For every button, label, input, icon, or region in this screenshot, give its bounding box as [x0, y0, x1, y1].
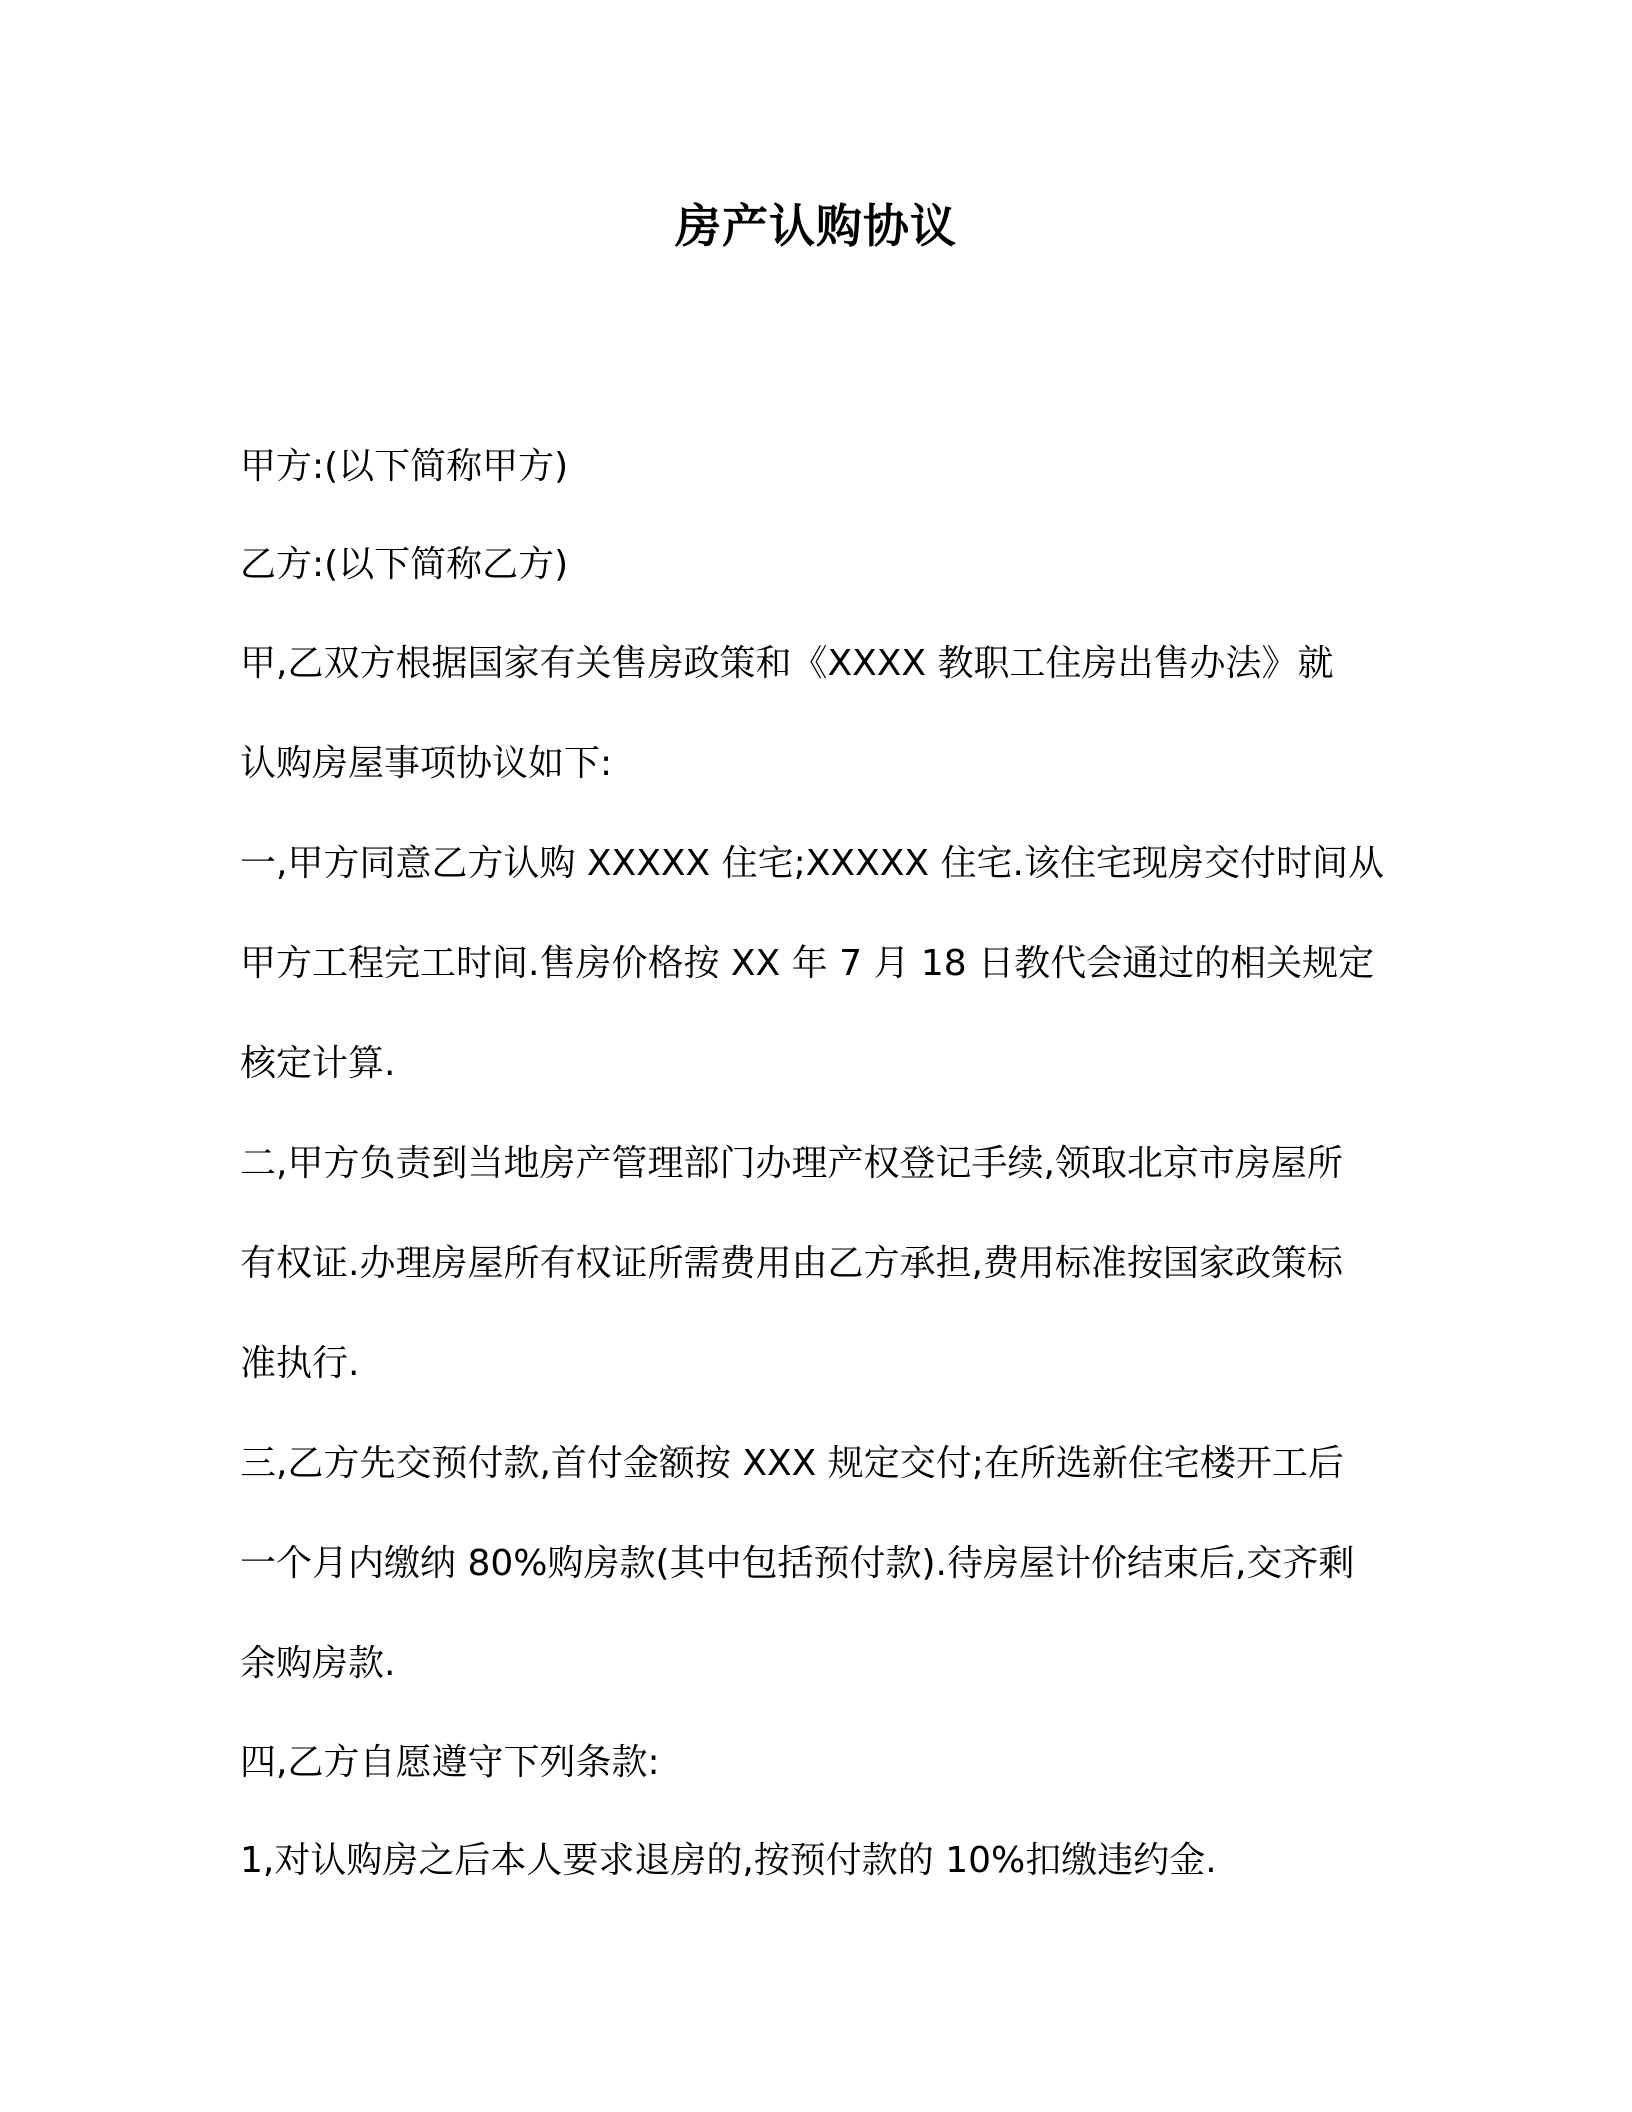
document-body [240, 418, 1390, 1910]
clause-3-line-3: 余购房款. [240, 1643, 396, 1684]
clause-3-line-2: 一个月内缴纳 80%购房款(其中包括预付款).待房屋计价结束后,交齐剩 [240, 1543, 1355, 1584]
clause-2-line-3: 准执行. [240, 1343, 360, 1384]
party-a-line: 甲方:(以下简称甲方) [240, 446, 569, 487]
clause-2-line-1: 二,甲方负责到当地房产管理部门办理产权登记手续,领取北京市房屋所 [240, 1143, 1343, 1184]
party-b-line: 乙方:(以下简称乙方) [240, 544, 569, 585]
clause-1-line-1: 一,甲方同意乙方认购 XXXXX 住宅;XXXXX 住宅.该住宅现房交付时间从 [240, 843, 1384, 884]
clause-1-line-2: 甲方工程完工时间.售房价格按 XX 年 7 月 18 日教代会通过的相关规定 [240, 943, 1375, 984]
intro-line-2: 认购房屋事项协议如下: [240, 743, 613, 784]
clause-1-paragraph [240, 814, 1390, 1114]
document-title: 房产认购协议 [675, 199, 957, 253]
intro-paragraph [240, 614, 1390, 814]
clause-3-paragraph [240, 1414, 1390, 1714]
intro-line-1: 甲,乙双方根据国家有关售房政策和《XXXX 教职工住房出售办法》就 [240, 643, 1334, 684]
clause-2-paragraph [240, 1114, 1390, 1414]
clause-1-line-3: 核定计算. [240, 1043, 396, 1084]
clause-4-item-1: 1,对认购房之后本人要求退房的,按预付款的 10%扣缴违约金. [240, 1840, 1217, 1881]
clause-3-line-1: 三,乙方先交预付款,首付金额按 XXX 规定交付;在所选新住宅楼开工后 [240, 1443, 1344, 1484]
clause-4-heading: 四,乙方自愿遵守下列条款: [240, 1742, 660, 1783]
clause-2-line-2: 有权证.办理房屋所有权证所需费用由乙方承担,费用标准按国家政策标 [240, 1243, 1343, 1284]
